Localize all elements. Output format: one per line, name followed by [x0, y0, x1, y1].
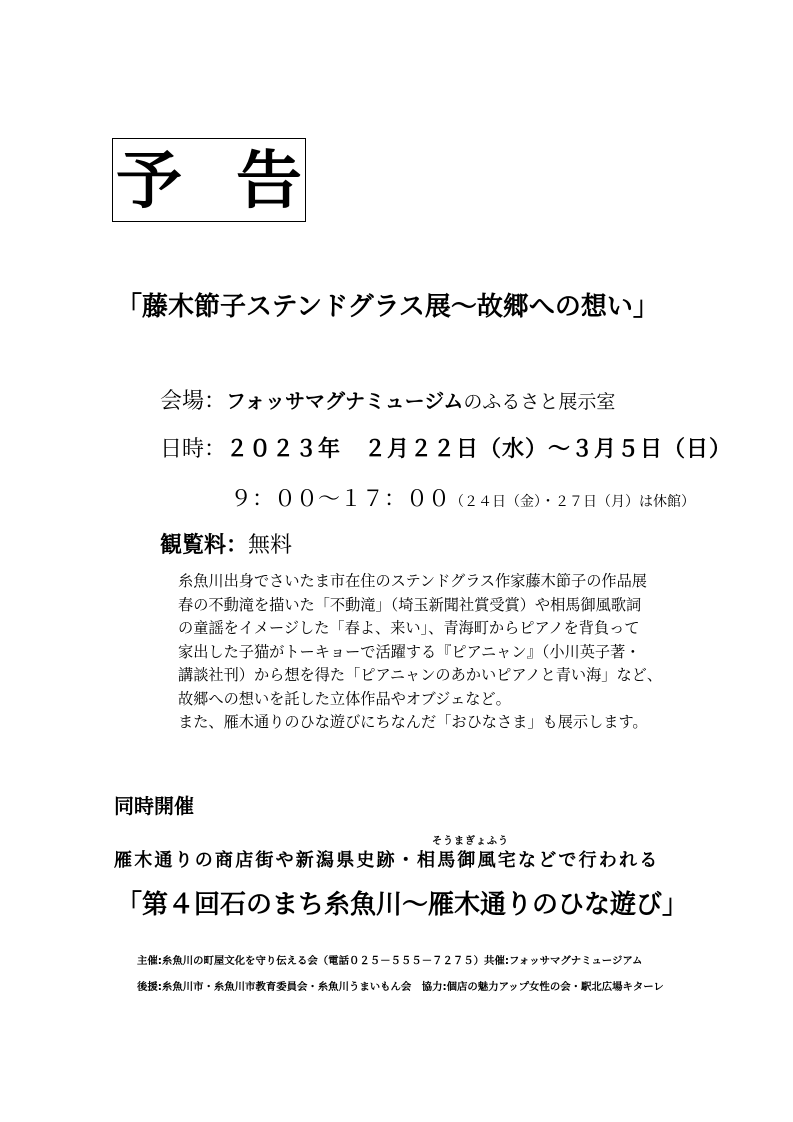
organizer-credits: 主催:糸魚川の町屋文化を守り伝える会（電話０２５－５５５－７２７５）共催:フォッサマグナミュージアム — [137, 955, 643, 967]
description-line: 講談社刊）から想を得た「ピアニャンのあかいピアノと青い海」など、 — [178, 666, 663, 684]
description-line: の童謡をイメージした「春よ、来い」、青海町からピアノを背負って — [178, 619, 640, 637]
date-label: 日時： — [160, 437, 227, 462]
description — [178, 570, 662, 735]
concurrent-event-title: 「第４回石のまち糸魚川～雁木通りのひな遊び」 — [116, 890, 689, 920]
description-line: 春の不動滝を描いた「不動滝」（埼玉新聞社賞受賞）や相馬御風歌詞 — [178, 595, 642, 614]
time-row — [230, 482, 695, 513]
description-line: 糸魚川出身でさいたま市在住のステンドグラス作家藤木節子の作品展 — [178, 572, 647, 590]
furigana: そうまぎょふう — [432, 836, 509, 847]
description-line: 故郷への想いを託した立体作品やオブジェなど。 — [178, 689, 511, 708]
description-line: 家出した子猫がトーキョーで活躍する『ピアニャン』（小川英子著・ — [178, 642, 641, 661]
date-value: ２０２３年 ２月２２日（水）～３月５日（日） — [226, 437, 733, 462]
date-row — [160, 432, 732, 463]
time-value: ９：００～１７：００ — [230, 487, 451, 512]
support-credits: 後援:糸魚川市・糸魚川市教育委員会・糸魚川うまいもん会 協力:個店の魅力アップ女性の会・駅北広場キターレ — [137, 981, 664, 993]
venue-room: のふるさと展示室 — [463, 391, 616, 413]
fee-label: 観覧料： — [160, 533, 249, 558]
description-line: また、雁木通りのひな遊びにちなんだ「おひなさま」も展示します。 — [178, 713, 648, 731]
fee-row — [160, 528, 292, 559]
notice-char-2: 告 — [236, 143, 302, 218]
closed-days-note: （２４日（金）・２７日（月）は休館） — [450, 494, 696, 510]
exhibition-title: 「藤木節子ステンドグラス展～故郷への想い」 — [116, 292, 659, 322]
notice-char-1: 予 — [116, 143, 182, 218]
fee-value: 無料 — [248, 533, 293, 558]
venue-name: フォッサマグナミュージム — [226, 389, 464, 413]
venue-row — [160, 384, 615, 415]
concurrent-subtitle: 雁木通りの商店街や新潟県史跡・相馬御風宅などで行われる — [114, 850, 660, 871]
venue-label: 会場： — [160, 389, 227, 414]
concurrent-heading: 同時開催 — [114, 794, 194, 818]
